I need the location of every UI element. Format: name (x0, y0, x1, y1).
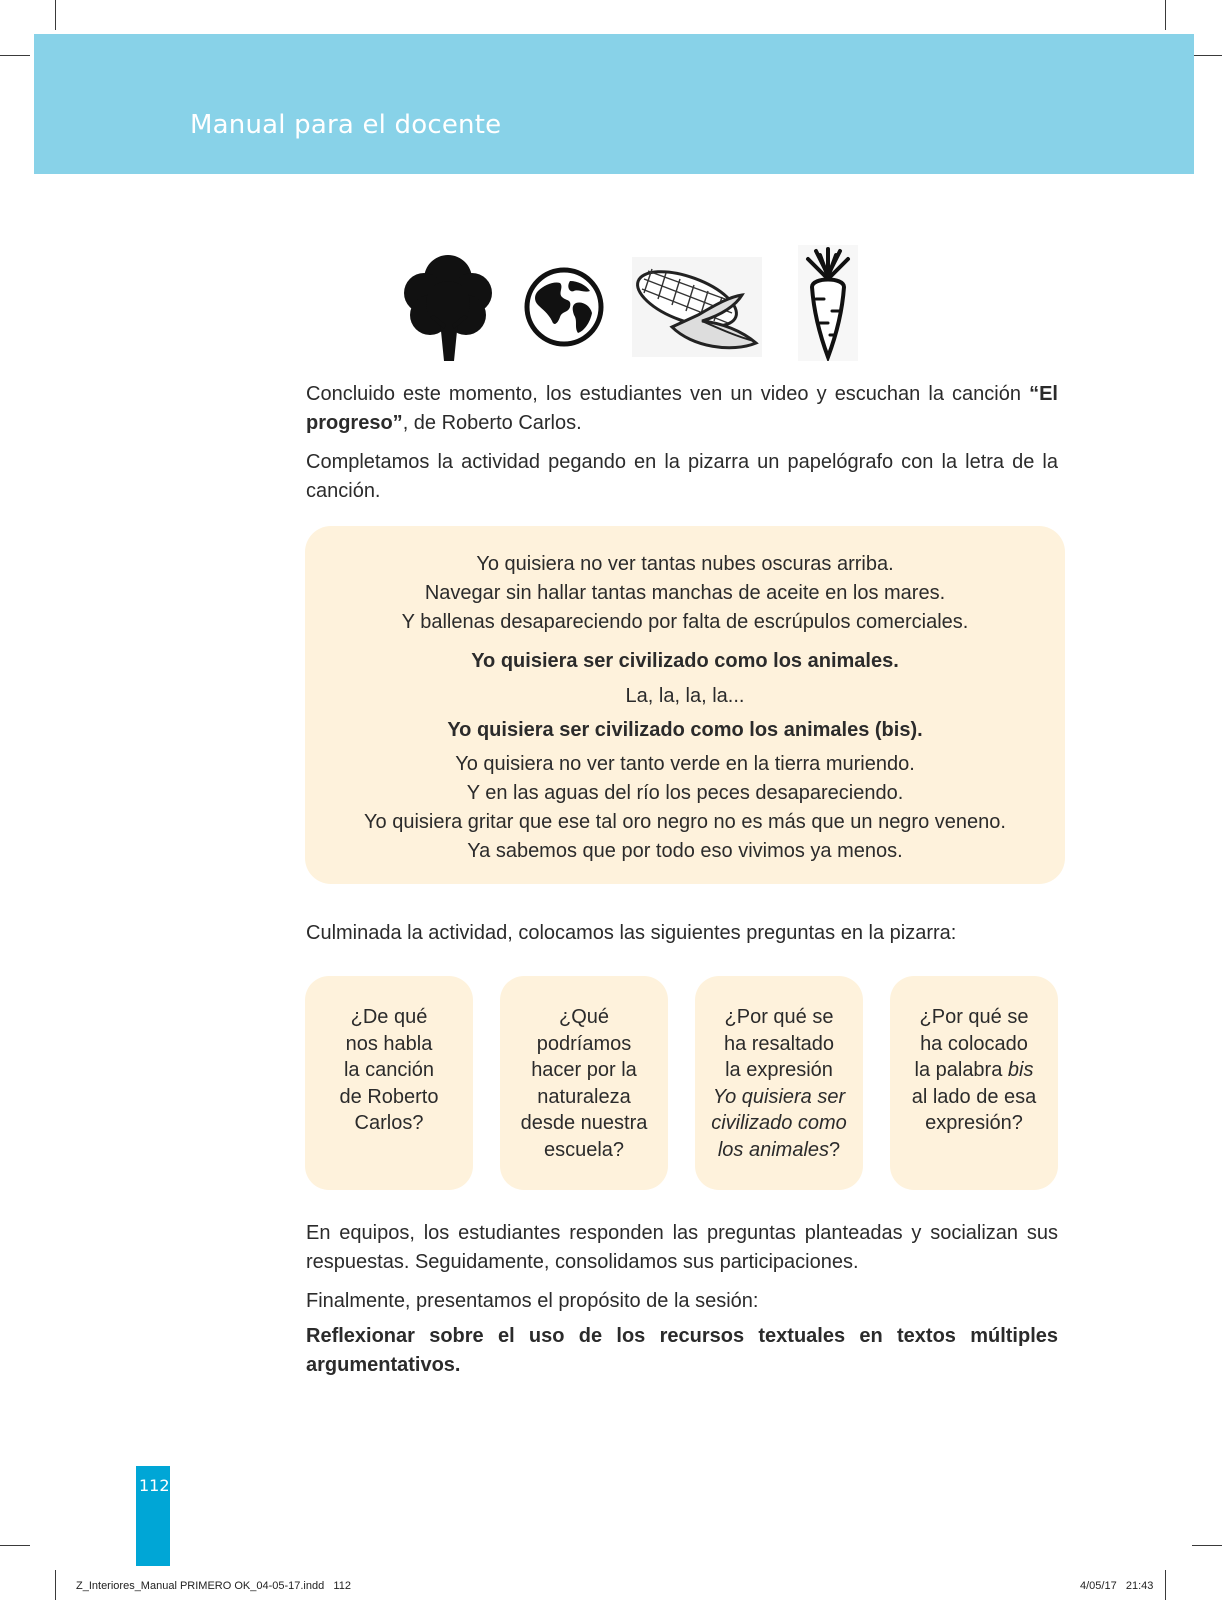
song-line: Y ballenas desapareciendo por falta de escrúpulos comerciales. (401, 611, 969, 633)
crop-mark (0, 55, 30, 56)
song-line-refrain: Yo quisiera ser civilizado como los animales. (471, 650, 899, 672)
question-line: ¿Qué (558, 1006, 610, 1028)
question-line: la palabra (914, 1059, 1008, 1082)
question-line: de Roberto (339, 1085, 439, 1108)
question-text (695, 1004, 863, 1164)
question-line: escuela? (543, 1138, 625, 1161)
question-text (500, 1004, 668, 1164)
question-line: ¿Por qué se (724, 1006, 834, 1028)
header-band (34, 34, 1194, 174)
question-card-3 (695, 976, 863, 1190)
question-line: ha resaltado (723, 1032, 835, 1055)
corn-icon (632, 257, 762, 357)
question-line: ¿De qué (350, 1006, 428, 1028)
question-card-1 (305, 976, 473, 1190)
footer-date: 4/05/17 21:43 (1080, 1580, 1154, 1592)
intro-paragraph-1 (306, 380, 1058, 438)
outro-paragraph-1: En equipos, los estudiantes responden las preguntas planteadas y socializan sus respuestas. Seguidamente, consolidamos sus participaciones. (306, 1222, 1058, 1273)
page-header-title: Manual para el docente (190, 110, 502, 140)
page-number: 112 (139, 1476, 170, 1495)
crop-mark (1165, 0, 1166, 30)
carrot-icon (798, 245, 858, 361)
question-line: hacer por la (531, 1059, 637, 1082)
question-line: la canción (343, 1059, 435, 1082)
song-line: Yo quisiera gritar que ese tal oro negro no es más que un negro veneno. (364, 811, 1006, 833)
footer-file-info: Z_Interiores_Manual PRIMERO OK_04-05-17.indd 112 (76, 1580, 351, 1592)
song-line: La, la, la, la... (625, 685, 745, 707)
question-line: al lado de esa (911, 1085, 1037, 1108)
question-line-italic: bis (1007, 1059, 1034, 1082)
crop-mark (1165, 1570, 1166, 1600)
song-line: Navegar sin hallar tantas manchas de aceite en los mares. (424, 582, 946, 604)
song-line: Yo quisiera no ver tantas nubes oscuras arriba. (476, 553, 894, 575)
question-mark: ? (829, 1138, 841, 1161)
intro-text: , de Roberto Carlos. (402, 412, 582, 434)
crop-mark (55, 0, 56, 30)
song-line: Ya sabemos que por todo eso vivimos ya menos. (467, 840, 903, 862)
intro-paragraph-2: Completamos la actividad pegando en la pizarra un papelógrafo con la letra de la canción. (306, 451, 1058, 502)
question-line: desde nuestra (520, 1112, 648, 1135)
question-line-italic: civilizado como (711, 1112, 847, 1135)
globe-icon (524, 267, 604, 347)
question-card-4 (890, 976, 1058, 1190)
question-line-italic: Yo quisiera ser (712, 1085, 846, 1108)
song-line: Yo quisiera no ver tanto verde en la tierra muriendo. (455, 753, 915, 775)
question-line: naturaleza (537, 1085, 631, 1108)
question-line: expresión? (925, 1112, 1023, 1135)
question-card-2 (500, 976, 668, 1190)
song-line-refrain: Yo quisiera ser civilizado como los animales (bis). (447, 719, 923, 741)
questions-intro: Culminada la actividad, colocamos las siguientes preguntas en la pizarra: (306, 922, 957, 944)
crop-mark (1192, 55, 1222, 56)
question-line-italic: los animales (717, 1138, 830, 1161)
question-line: Carlos? (354, 1112, 424, 1135)
question-line: la expresión (725, 1059, 833, 1082)
outro-paragraph-2: Finalmente, presentamos el propósito de la sesión: (306, 1290, 759, 1312)
session-purpose: Reflexionar sobre el uso de los recursos textuales en textos múltiples argumentativos. (306, 1325, 1058, 1376)
song-title-part: progreso” (306, 412, 403, 434)
question-line: ha colocado (920, 1032, 1028, 1055)
crop-mark (55, 1570, 56, 1600)
song-lyrics-box (305, 526, 1065, 884)
tree-icon (400, 251, 496, 361)
question-text (890, 1004, 1058, 1137)
question-line: nos habla (345, 1032, 433, 1055)
intro-text: Concluido este momento, los estudiantes ven un video y escuchan la canción (306, 383, 1030, 405)
song-line: Y en las aguas del río los peces desapareciendo. (466, 782, 904, 804)
question-line: podríamos (536, 1032, 632, 1055)
crop-mark (1192, 1545, 1222, 1546)
question-text (305, 1004, 473, 1137)
song-title-part: “El (1029, 383, 1058, 405)
question-line: ¿Por qué se (919, 1006, 1029, 1028)
crop-mark (0, 1545, 30, 1546)
